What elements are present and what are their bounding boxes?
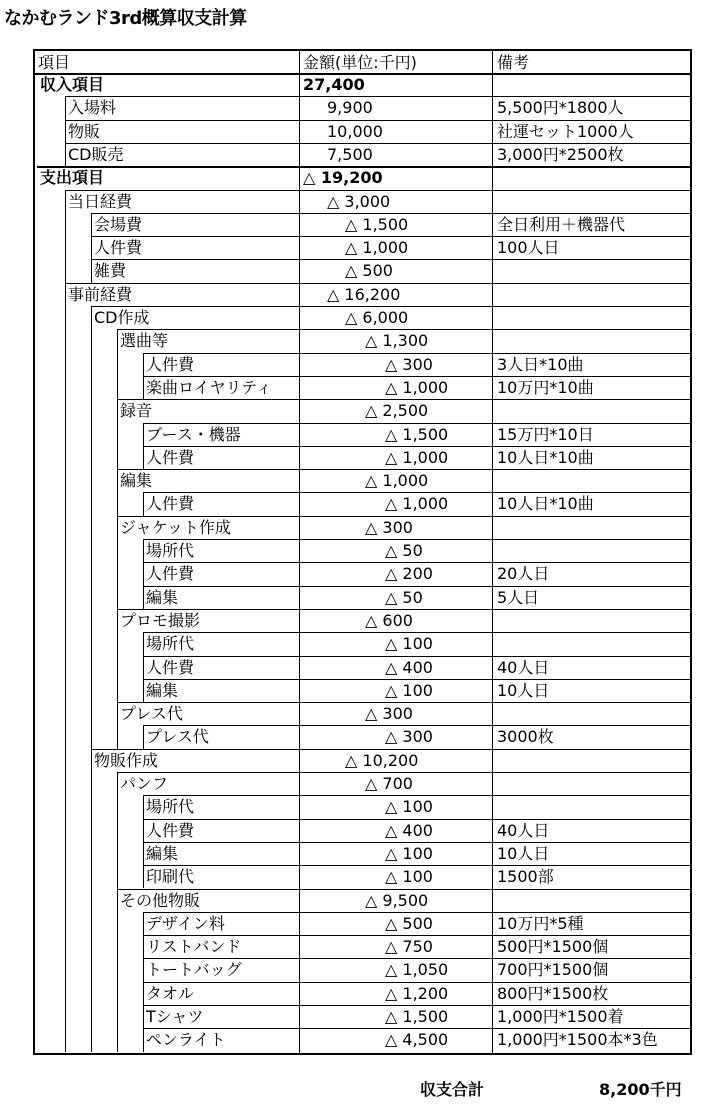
row-item: 人件費 xyxy=(146,564,195,584)
table-row xyxy=(35,469,690,492)
header-item: 項目 xyxy=(38,53,71,72)
table-row xyxy=(35,283,690,306)
table-row xyxy=(35,399,690,422)
row-note: 1,000円*1500本*3色 xyxy=(497,1030,658,1050)
indent-guide xyxy=(117,772,118,1052)
row-item: トートバッグ xyxy=(146,960,242,980)
row-note: 10万円*10曲 xyxy=(497,377,594,397)
row-amount: △ 200 xyxy=(385,564,433,584)
row-divider xyxy=(143,725,690,726)
row-amount: △ 100 xyxy=(385,843,433,863)
row-note: 1500部 xyxy=(497,867,554,887)
table-row xyxy=(35,795,690,818)
table-row xyxy=(35,259,690,282)
row-item: 人件費 xyxy=(94,238,143,258)
table-row xyxy=(35,912,690,935)
row-note: 500円*1500個 xyxy=(497,937,609,957)
table-row xyxy=(35,725,690,748)
row-amount: △ 1,000 xyxy=(385,377,449,397)
row-item: 人件費 xyxy=(146,447,195,467)
row-item: ジャケット作成 xyxy=(120,517,231,537)
row-note: 全日利用＋機器代 xyxy=(497,214,626,234)
row-amount: △ 100 xyxy=(385,634,433,654)
row-amount: △ 1,000 xyxy=(385,447,449,467)
row-item: 編集 xyxy=(146,680,179,700)
row-amount: △ 50 xyxy=(385,587,423,607)
row-amount: △ 1,050 xyxy=(385,960,449,980)
row-divider xyxy=(143,423,690,424)
indent-guide xyxy=(143,725,144,748)
table-row xyxy=(35,213,690,236)
row-amount: △ 400 xyxy=(385,657,433,677)
table-row xyxy=(35,935,690,958)
indent-guide xyxy=(143,795,144,888)
table-row xyxy=(35,958,690,981)
row-amount: △ 19,200 xyxy=(303,168,383,188)
row-item: 事前経費 xyxy=(68,284,133,304)
indent-guide xyxy=(91,306,92,1052)
row-divider xyxy=(143,1005,690,1006)
row-divider xyxy=(143,795,690,796)
row-item: 支出項目 xyxy=(40,168,105,188)
row-amount: △ 1,500 xyxy=(345,214,409,234)
row-divider xyxy=(117,399,690,400)
row-amount: △ 1,000 xyxy=(345,238,409,258)
row-amount: △ 1,500 xyxy=(385,1007,449,1026)
row-amount: 10,000 xyxy=(327,121,383,141)
table-row xyxy=(35,96,690,119)
row-amount: △ 4,500 xyxy=(385,1030,449,1050)
row-note: 社運セット1000人 xyxy=(497,121,634,141)
row-note: 10人日 xyxy=(497,843,550,863)
row-amount: △ 300 xyxy=(385,354,433,374)
table-row xyxy=(35,120,690,143)
row-note: 700円*1500個 xyxy=(497,960,609,980)
table-row xyxy=(35,656,690,679)
row-divider xyxy=(143,958,690,959)
row-item: 人件費 xyxy=(146,354,195,374)
row-amount: △ 16,200 xyxy=(327,284,401,304)
row-item: 雑費 xyxy=(94,261,127,281)
row-amount: △ 600 xyxy=(365,610,413,630)
table-row xyxy=(35,749,690,772)
row-note: 10人日 xyxy=(497,680,550,700)
row-amount: △ 400 xyxy=(385,820,433,840)
indent-guide xyxy=(143,539,144,609)
row-divider xyxy=(143,539,690,540)
row-note: 3人日*10曲 xyxy=(497,354,584,374)
row-divider xyxy=(65,283,690,284)
budget-table xyxy=(33,49,692,1055)
row-amount: △ 1,200 xyxy=(385,983,449,1003)
row-amount: △ 700 xyxy=(365,774,413,793)
row-divider xyxy=(143,353,690,354)
row-amount: △ 100 xyxy=(385,680,433,700)
table-row xyxy=(35,236,690,259)
table-row xyxy=(35,376,690,399)
row-divider xyxy=(143,865,690,866)
row-amount: △ 1,300 xyxy=(365,331,429,351)
indent-guide xyxy=(65,190,66,1052)
row-divider xyxy=(91,213,690,214)
row-divider xyxy=(91,259,690,260)
row-amount: △ 2,500 xyxy=(365,401,429,421)
table-row xyxy=(35,982,690,1005)
row-divider xyxy=(143,562,690,563)
row-divider xyxy=(65,190,690,191)
row-amount: △ 1,500 xyxy=(385,424,449,444)
row-item: 場所代 xyxy=(146,541,195,560)
row-divider xyxy=(143,656,690,657)
table-row xyxy=(35,609,690,632)
table-row xyxy=(35,819,690,842)
row-item: 場所代 xyxy=(146,797,195,817)
row-item: その他物販 xyxy=(120,890,201,910)
row-item: 楽曲ロイヤリティ xyxy=(146,377,272,397)
indent-guide xyxy=(143,492,144,515)
row-item: プロモ撮影 xyxy=(120,610,201,630)
row-note: 5,500円*1800人 xyxy=(497,98,624,118)
row-divider xyxy=(143,446,690,447)
row-item: ブース・機器 xyxy=(146,424,241,444)
row-item: デザイン料 xyxy=(146,913,225,933)
row-item: 入場料 xyxy=(68,98,117,118)
header-amount: 金額(単位:千円) xyxy=(303,53,417,72)
indent-guide xyxy=(117,329,118,748)
indent-guide xyxy=(91,213,92,283)
row-item: 収入項目 xyxy=(40,75,105,94)
row-item: 物販作成 xyxy=(94,750,159,770)
row-amount: △ 9,500 xyxy=(365,890,429,910)
row-divider xyxy=(65,120,690,121)
row-divider xyxy=(117,329,690,330)
row-item: 人件費 xyxy=(146,657,195,677)
table-row xyxy=(35,1005,690,1028)
row-note: 40人日 xyxy=(497,657,550,677)
indent-guide xyxy=(143,353,144,400)
table-row xyxy=(35,702,690,725)
row-divider xyxy=(143,819,690,820)
table-row xyxy=(35,632,690,655)
row-amount: △ 750 xyxy=(385,937,433,957)
row-amount: △ 1,000 xyxy=(365,471,429,491)
row-note: 10人日*10曲 xyxy=(497,447,594,467)
row-item: 当日経費 xyxy=(68,191,133,211)
table-row xyxy=(35,423,690,446)
table-row xyxy=(35,679,690,702)
row-divider xyxy=(143,492,690,493)
table-row xyxy=(35,1028,690,1051)
row-note: 3,000円*2500枚 xyxy=(497,144,624,164)
row-divider xyxy=(117,469,690,470)
row-amount: △ 10,200 xyxy=(345,750,419,770)
row-divider xyxy=(117,702,690,703)
row-item: 印刷代 xyxy=(146,867,195,887)
row-amount: 9,900 xyxy=(327,98,373,118)
header-note: 備考 xyxy=(497,53,530,72)
total-value: 8,200千円 xyxy=(599,1080,682,1099)
row-divider xyxy=(143,1028,690,1029)
table-row xyxy=(35,166,690,189)
row-divider xyxy=(117,889,690,890)
row-item: CD販売 xyxy=(68,144,124,164)
row-item: 人件費 xyxy=(146,494,195,514)
row-amount: △ 300 xyxy=(365,517,413,537)
row-amount: △ 100 xyxy=(385,797,433,817)
table-row xyxy=(35,329,690,352)
table-row xyxy=(35,306,690,329)
row-divider xyxy=(143,912,690,913)
row-divider xyxy=(117,772,690,773)
row-item: ペンライト xyxy=(146,1030,226,1050)
table-row xyxy=(35,446,690,469)
table-row xyxy=(35,865,690,888)
table-row xyxy=(35,889,690,912)
row-note: 15万円*10日 xyxy=(497,424,594,444)
row-note: 10人日*10曲 xyxy=(497,494,594,514)
row-amount: △ 50 xyxy=(385,541,423,560)
table-row xyxy=(35,190,690,213)
indent-guide xyxy=(143,423,144,470)
indent-guide xyxy=(143,912,144,1052)
row-note: 100人日 xyxy=(497,238,560,258)
table-header-row xyxy=(35,51,690,74)
row-divider xyxy=(143,632,690,633)
row-divider xyxy=(143,982,690,983)
row-amount: △ 300 xyxy=(365,704,413,724)
row-item: 編集 xyxy=(146,587,179,607)
row-note: 10万円*5種 xyxy=(497,913,584,933)
row-item: パンフ xyxy=(120,774,169,793)
row-divider xyxy=(117,516,690,517)
row-divider xyxy=(37,166,690,168)
row-amount: △ 500 xyxy=(345,261,393,281)
row-divider xyxy=(91,306,690,307)
table-row xyxy=(35,842,690,865)
row-item: タオル xyxy=(146,983,195,1003)
row-item: 選曲等 xyxy=(120,331,169,351)
row-note: 800円*1500枚 xyxy=(497,983,609,1003)
table-row xyxy=(35,73,690,96)
row-divider xyxy=(143,935,690,936)
table-row xyxy=(35,143,690,166)
row-item: 場所代 xyxy=(146,634,195,654)
table-row xyxy=(35,492,690,515)
row-amount: △ 100 xyxy=(385,867,433,887)
row-amount: △ 500 xyxy=(385,913,433,933)
row-amount: 27,400 xyxy=(303,75,365,94)
row-divider xyxy=(143,376,690,377)
indent-guide xyxy=(143,632,144,702)
row-note: 40人日 xyxy=(497,820,550,840)
row-divider xyxy=(91,236,690,237)
row-divider xyxy=(65,96,690,97)
row-item: プレス代 xyxy=(146,727,209,747)
table-row xyxy=(35,539,690,562)
table-row xyxy=(35,586,690,609)
row-note: 5人日 xyxy=(497,587,540,607)
row-item: 人件費 xyxy=(146,820,195,840)
row-amount: △ 300 xyxy=(385,727,433,747)
total-label: 収支合計 xyxy=(420,1080,485,1099)
indent-guide xyxy=(65,96,66,166)
row-divider xyxy=(91,749,690,750)
row-divider xyxy=(117,609,690,610)
row-divider xyxy=(143,586,690,587)
row-item: 物販 xyxy=(68,121,101,141)
row-item: リストバンド xyxy=(146,937,242,957)
row-item: Tシャツ xyxy=(146,1007,204,1026)
row-note: 3000枚 xyxy=(497,727,554,747)
row-item: 会場費 xyxy=(94,214,143,234)
row-item: 編集 xyxy=(146,843,179,863)
table-row xyxy=(35,353,690,376)
row-divider xyxy=(143,679,690,680)
row-amount: 7,500 xyxy=(327,144,373,164)
table-row xyxy=(35,772,690,795)
row-item: 編集 xyxy=(120,471,153,491)
row-divider xyxy=(143,842,690,843)
row-divider xyxy=(65,143,690,144)
table-row xyxy=(35,516,690,539)
row-amount: △ 3,000 xyxy=(327,191,391,211)
row-note: 1,000円*1500着 xyxy=(497,1007,624,1026)
row-amount: △ 6,000 xyxy=(345,308,409,327)
row-note: 20人日 xyxy=(497,564,550,584)
row-amount: △ 1,000 xyxy=(385,494,449,514)
row-item: プレス代 xyxy=(120,704,183,724)
row-item: 録音 xyxy=(120,401,153,421)
table-row xyxy=(35,562,690,585)
page-title: なかむランド3rd概算収支計算 xyxy=(4,8,247,29)
row-item: CD作成 xyxy=(94,308,150,327)
